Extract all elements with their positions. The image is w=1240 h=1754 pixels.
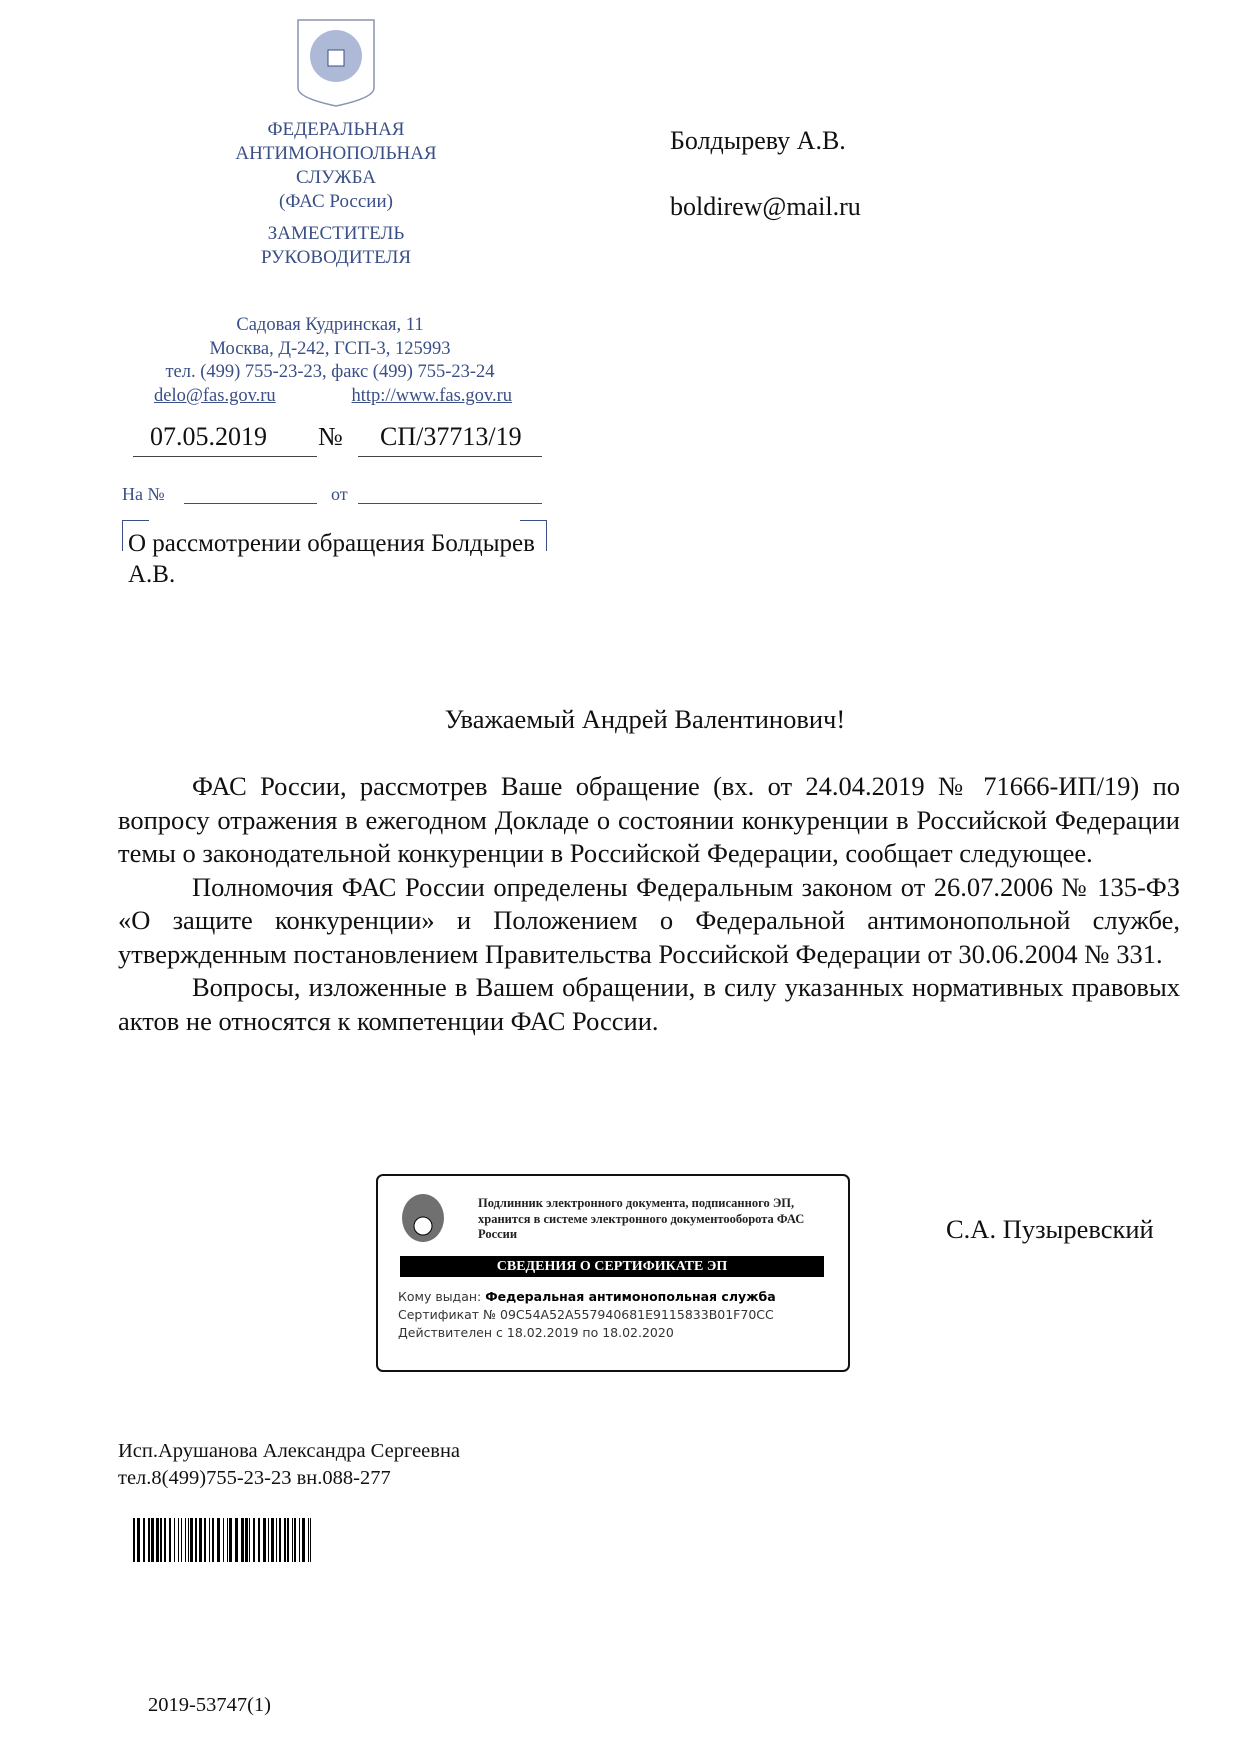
barcode-bar (310, 1518, 311, 1562)
barcode-bar (164, 1518, 166, 1562)
org-name (186, 118, 486, 214)
barcode-bar (143, 1518, 145, 1562)
position-line: РУКОВОДИТЕЛЯ (260, 247, 412, 268)
subject-line: А.В. (128, 561, 176, 588)
org-line: СЛУЖБА (296, 167, 376, 188)
barcode-bar (235, 1518, 238, 1562)
barcode-bar (258, 1518, 260, 1562)
certificate-validity: Действителен с 18.02.2019 по 18.02.2020 (398, 1325, 674, 1340)
barcode-bar (253, 1518, 255, 1562)
subject-line: О рассмотрении обращения Болдырев (128, 530, 535, 557)
barcode-bar (294, 1518, 296, 1562)
barcode-bar (204, 1518, 206, 1562)
barcode-bar (223, 1518, 224, 1562)
signatory: С.А. Пузыревский (946, 1214, 1154, 1244)
barcode-bar (268, 1518, 269, 1562)
stamp-notice: Подлинник электронного документа, подписанного ЭП, хранится в системе электронного документооборота ФАС России (478, 1196, 805, 1241)
paragraph: Вопросы, изложенные в Вашем обращении, в силу указанных нормативных правовых актов не относятся к компетенции ФАС России. (118, 972, 1180, 1036)
barcode-bar (287, 1518, 289, 1562)
barcode-bar (195, 1518, 197, 1562)
barcode-bar (271, 1518, 274, 1562)
barcode-bar (299, 1518, 300, 1562)
barcode-bar (241, 1518, 244, 1562)
barcode-bar (209, 1518, 210, 1562)
reg-date: 07.05.2019 (150, 422, 267, 451)
greeting: Уважаемый Андрей Валентинович! (444, 704, 846, 734)
executor-name: Исп.Арушанова Александра Сергеевна (118, 1440, 461, 1462)
certificate-info (398, 1288, 776, 1342)
barcode-bar (249, 1518, 250, 1562)
from-label: от (331, 484, 348, 504)
barcode-bar (199, 1518, 202, 1562)
barcode-bar (279, 1518, 281, 1562)
barcode-bar (217, 1518, 220, 1562)
certificate-number: Сертификат № 09C54A52A557940681E9115833B01F70CC (398, 1307, 774, 1322)
website-link[interactable]: http://www.fas.gov.ru (351, 385, 512, 406)
barcode-bar (190, 1518, 193, 1562)
executor (118, 1438, 460, 1492)
letter-body (118, 770, 1180, 1038)
barcode-bar (148, 1518, 150, 1562)
barcode-bar (227, 1518, 228, 1562)
position-line: ЗАМЕСТИТЕЛЬ (267, 223, 405, 244)
barcode-bar (169, 1518, 171, 1562)
barcode-bar (160, 1518, 162, 1562)
barcode-bar (263, 1518, 266, 1562)
coat-of-arms-icon (296, 18, 376, 108)
emblem-icon (400, 1188, 446, 1252)
barcode-bar (229, 1518, 232, 1562)
recipient-name: Болдыреву А.В. (670, 126, 846, 155)
org-line: АНТИМОНОПОЛЬНАЯ (235, 143, 437, 164)
recipient-email: boldirew@mail.ru (670, 192, 861, 221)
email-link[interactable]: delo@fas.gov.ru (154, 385, 276, 406)
barcode-bar (137, 1518, 140, 1562)
e-signature-stamp (376, 1174, 850, 1372)
ref-label: На № (122, 484, 165, 504)
issued-to: Федеральная антимонопольная служба (485, 1289, 776, 1304)
position-title (186, 222, 486, 270)
org-line: ФЕДЕРАЛЬНАЯ (267, 119, 405, 140)
subject (128, 528, 535, 590)
executor-phone: тел.8(499)755-23-23 вн.088-277 (118, 1467, 391, 1489)
address-block (140, 314, 520, 408)
issued-to-label: Кому выдан: (398, 1289, 482, 1304)
number-sign: № (318, 422, 343, 451)
barcode-bar (185, 1518, 186, 1562)
barcode-bar (292, 1518, 293, 1562)
barcode-bar (245, 1518, 248, 1562)
document-id: 2019-53747(1) (148, 1694, 271, 1716)
barcode-bar (151, 1518, 154, 1562)
barcode-bar (133, 1518, 135, 1562)
barcode-bar (308, 1518, 309, 1562)
reg-number: СП/37713/19 (380, 422, 522, 451)
address: Садовая Кудринская, 11 (236, 315, 424, 335)
paragraph: Полномочия ФАС России определены Федеральным законом от 26.07.2006 № 135-ФЗ «О защите конкуренции» и Положением о Федеральной антимонопольной службе, утвержденным постановлением Правительства Российской Федерации от 30.06.2004 № 331. (118, 871, 1180, 969)
paragraph: ФАС России, рассмотрев Ваше обращение (вх. от 24.04.2019 № 71666-ИП/19) по вопросу отражения в ежегодном Докладе о состоянии конкуренции в Российской Федерации темы о законодательной конкуренции в Российской Федерации, сообщает следующее. (118, 771, 1180, 868)
stamp-banner: СВЕДЕНИЯ О СЕРТИФИКАТЕ ЭП (400, 1256, 824, 1277)
org-line: (ФАС России) (279, 191, 393, 212)
barcode-bar (178, 1518, 179, 1562)
barcode-bar (276, 1518, 277, 1562)
barcode-bar (284, 1518, 286, 1562)
phones: тел. (499) 755-23-23, факс (499) 755-23-24 (165, 362, 495, 382)
barcode-bar (188, 1518, 189, 1562)
barcode-bar (156, 1518, 159, 1562)
barcode-bar (302, 1518, 305, 1562)
barcode (133, 1518, 315, 1562)
barcode-bar (212, 1518, 214, 1562)
barcode-bar (181, 1518, 182, 1562)
barcode-bar (174, 1518, 175, 1562)
city: Москва, Д-242, ГСП-3, 125993 (209, 338, 451, 359)
